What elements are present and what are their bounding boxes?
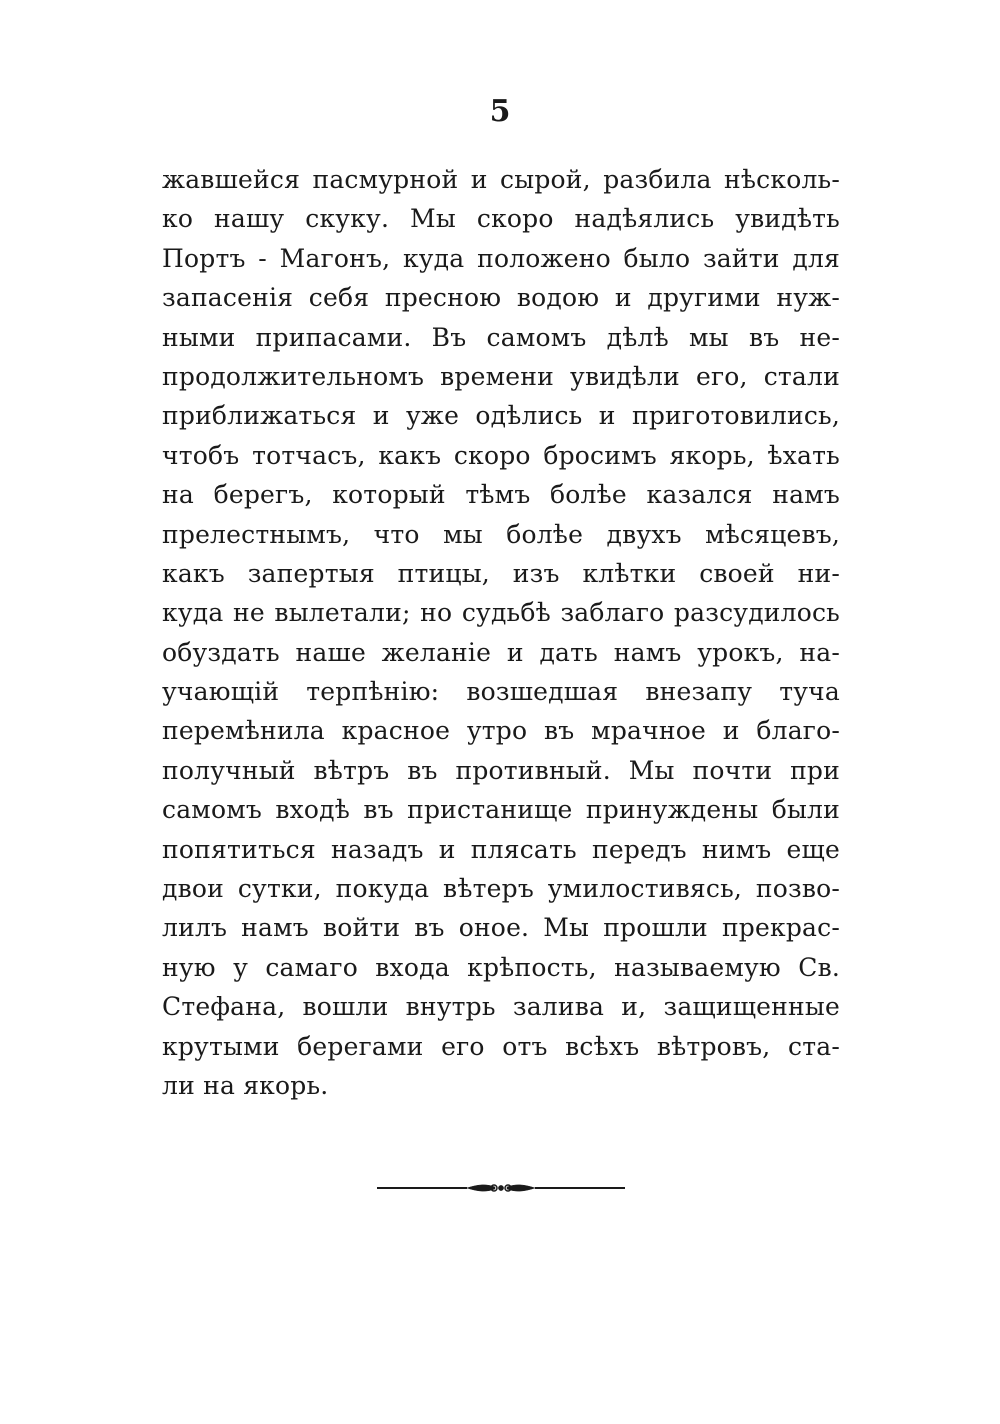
tailpiece-flourish-icon (375, 1178, 627, 1198)
text-line-last: ли на якорь. (162, 1070, 329, 1100)
text-line: жавшейся пасмурной и сырой, разбила нѣсколь- (162, 165, 840, 194)
text-line: прелестнымъ, что мы болѣе двухъ мѣсяцевъ, (162, 519, 840, 549)
text-line: лилъ намъ войти въ оное. Мы прошли прекрас- (162, 913, 840, 943)
text-line: ными припасами. Въ самомъ дѣлѣ мы въ не- (162, 322, 840, 352)
text-line: продолжительномъ времени увидѣли его, стали (162, 361, 840, 391)
text-line: какъ запертыя птицы, изъ клѣтки своей ни- (162, 558, 840, 588)
text-line: на берегъ, который тѣмъ болѣе казался намъ (162, 480, 840, 510)
text-line: Стефана, вошли внутрь залива и, защищенные (162, 992, 840, 1022)
text-line: попятиться назадъ и плясать передъ нимъ еще (162, 834, 840, 864)
text-line: ко нашу скуку. Мы скоро надѣялись увидѣть (162, 204, 840, 234)
text-line: самомъ входѣ въ пристанище принуждены были (162, 795, 840, 825)
body-text (162, 160, 840, 1105)
text-line: учающій терпѣнію: возшедшая внезапу туча (162, 677, 840, 707)
text-line: приближаться и уже одѣлись и приготовились, (162, 401, 840, 431)
text-line: куда не вылетали; но судьбѣ заблаго разсудилось (162, 598, 840, 628)
text-line: ную у самаго входа крѣпость, называемую Св. (162, 952, 840, 982)
page-number: 5 (489, 94, 511, 129)
text-line: обуздать наше желаніе и дать намъ урокъ, на- (162, 637, 840, 667)
text-line: чтобъ тотчасъ, какъ скоро бросимъ якорь, ѣхать (162, 440, 840, 470)
text-line: Портъ - Магонъ, куда положено было зайти для (162, 243, 840, 273)
text-line: двои сутки, покуда вѣтеръ умилостивясь, позво- (162, 874, 840, 904)
text-line: перемѣнила красное утро въ мрачное и благо- (162, 716, 840, 746)
text-line: крутыми берегами его отъ всѣхъ вѣтровъ, ста- (162, 1031, 840, 1061)
text-line: запасенія себя пресною водою и другими нуж- (162, 283, 840, 313)
text-line: получный вѣтръ въ противный. Мы почти при (162, 755, 840, 785)
